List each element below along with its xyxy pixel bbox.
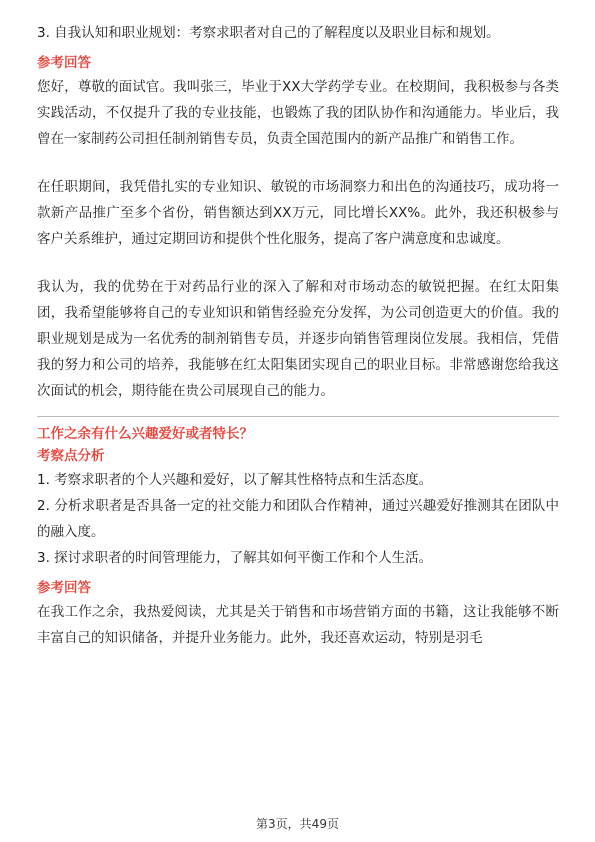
answer-label-2: 参考回答 xyxy=(37,580,91,596)
analysis-item-1: 1. 考察求职者的个人兴趣和爱好，以了解其性格特点和生活态度。 xyxy=(37,472,433,488)
answer-label: 参考回答 xyxy=(37,55,91,71)
analysis-label: 考察点分析 xyxy=(37,448,105,464)
answer-paragraph-2: 在任职期间，我凭借扎实的专业知识、敏锐的市场洞察力和出色的沟通技巧，成功将一款新产品推广至多个省份，销售额达到XX万元，同比增长XX%。此外，我还积极参与客户关系维护，通过定期回访和提供个性化服务，提高了客户满意度和忠诚度。 xyxy=(37,179,559,247)
analysis-item-2: 2. 分析求职者是否具备一定的社交能力和团队合作精神，通过兴趣爱好推测其在团队中的融入度。 xyxy=(37,498,559,540)
analysis-item-3: 3. 探讨求职者的时间管理能力，了解其如何平衡工作和个人生活。 xyxy=(37,550,433,566)
page-number: 第3页，共49页 xyxy=(256,817,339,831)
question-title: 工作之余有什么兴趣爱好或者特长？ xyxy=(37,426,253,442)
answer-paragraph-4: 在我工作之余，我热爱阅读，尤其是关于销售和市场营销方面的书籍，这让我能够不断丰富自己的知识储备，并提升业务能力。此外，我还喜欢运动，特别是羽毛 xyxy=(37,604,559,646)
answer-paragraph-3: 我认为，我的优势在于对药品行业的深入了解和对市场动态的敏锐把握。在红太阳集团，我希望能够将自己的专业知识和销售经验充分发挥，为公司创造更大的价值。我的职业规划是成为一名优秀的制剂销售专员，并逐步向销售管理岗位发展。我相信，凭借我的努力和公司的培养，我能够在红太阳集团实现自己的职业目标。非常感谢您给我这次面试的机会，期待能在贵公司展现自己的能力。 xyxy=(37,279,559,399)
answer-paragraph-1: 您好，尊敬的面试官。我叫张三，毕业于XX大学药学专业。在校期间，我积极参与各类实践活动，不仅提升了我的专业技能，也锻炼了我的团队协作和沟通能力。毕业后，我曾在一家制药公司担任制剂销售专员，负责全国范围内的新产品推广和销售工作。 xyxy=(37,79,559,147)
list-item-3: 3. 自我认知和职业规划：考察求职者对自己的了解程度以及职业目标和规划。 xyxy=(37,25,500,41)
section-divider xyxy=(37,416,559,417)
page-content xyxy=(37,20,559,651)
